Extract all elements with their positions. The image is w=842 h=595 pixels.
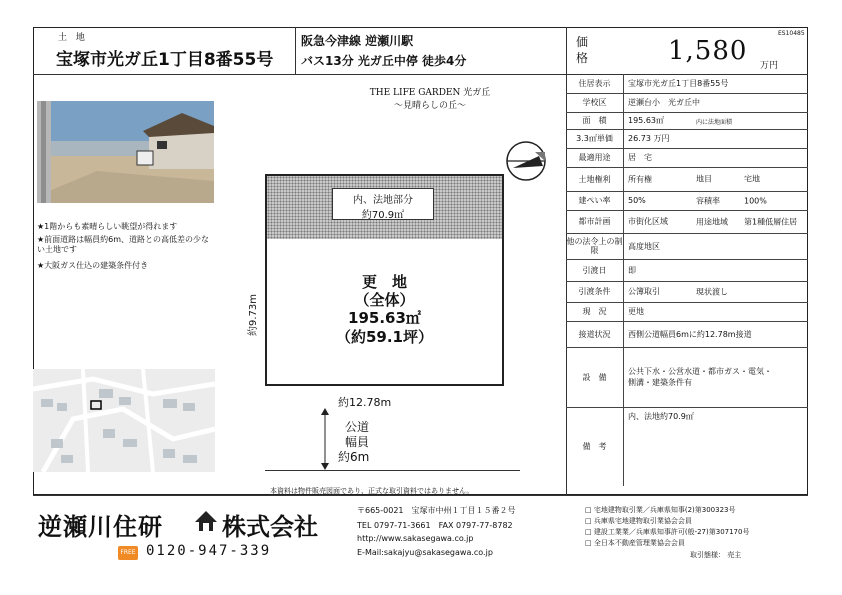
detail-row [566,233,808,260]
license-1-text: 宅地建物取引業／兵庫県知事(2)第300323号 [593,506,736,514]
detail-label: 住居表示 [566,74,624,93]
feature-note-3: ★大阪ガス仕込の建築条件付き [37,261,149,270]
license-3: □ 建設工業業／兵庫県知事許可(般-27)第307170号 [585,528,750,536]
detail-value: 公共下水・公営水道・都市ガス・電気・ 側溝・建築条件有 [628,367,772,387]
company-suffix: 株式会社 [222,513,318,541]
detail-label: 土地権利 [566,167,624,191]
land-tsubo: （約59.1坪） [335,328,433,346]
license-4: □ 全日本不動産管理業協会会員 [585,539,685,547]
detail-row [566,148,808,168]
detail-label: 引渡条件 [566,281,624,302]
detail-value-2: 100% [744,196,767,205]
detail-label: 最適用途 [566,148,624,167]
detail-label: 都市計画 [566,210,624,233]
access-line-1: 阪急今津線 逆瀬川駅 [301,34,414,48]
depth-label: 約9.73m [248,293,259,336]
detail-key-2: 容積率 [696,196,720,205]
detail-value: 居 宅 [628,153,652,162]
land-subtitle: （全体） [354,291,415,309]
access-line-2: バス13分 光ガ丘中停 徒歩4分 [301,54,467,68]
land-area: 195.63㎡ [348,309,421,327]
detail-row [566,93,808,113]
road-width-arrow [318,408,332,474]
company-name: 逆瀬川住研 [38,513,163,541]
company-address: 〒665-0021 宝塚市中州１丁目１５番２号 [357,506,516,515]
detail-value: 即 [628,265,636,275]
transaction-label: 取引態様： [690,551,725,559]
slope-area-value: 約70.9㎡ [361,210,405,221]
detail-value: 逆瀬台小 光ガ丘中 [628,98,700,107]
detail-row [566,281,808,303]
detail-key-2: 用途地域 [696,217,728,226]
license-3-text: 建設工業業／兵庫県知事許可(般-27)第307170号 [593,528,750,536]
road-label-1: 公道 [345,420,370,434]
detail-value-2: 宅地 [744,174,760,184]
width-label: 約12.78m [338,396,392,409]
slope-area-label: 内、法地部分 [353,195,413,206]
detail-row [566,407,808,486]
detail-value-2: 第1種低層住居 [744,217,798,226]
feature-note-2: ★前面道路は幅員約6m、道路との高低差の少ない土地です [37,235,210,254]
transaction-value: 売主 [727,551,742,559]
feature-note-1: ★1階からも素晴らしい眺望が得れます [37,222,178,231]
road-label-3: 約6m [338,450,370,464]
detail-row [566,167,808,192]
slope-area-label-box [332,188,434,220]
license-1: □ 宅地建物取引業／兵庫県知事(2)第300323号 [585,506,736,514]
company-email[interactable]: E-Mail:sakajyu@sakasegawa.co.jp [357,548,493,557]
detail-value: 所有権 [628,174,652,184]
property-photo [37,101,214,203]
road-label-2: 幅員 [345,435,370,449]
detail-value: 宝塚市光ガ丘1丁目8番55号 [628,79,729,88]
property-name: THE LIFE GARDEN 光ガ丘 [369,88,491,98]
footer-top-line [33,495,808,496]
detail-value: 50% [628,196,646,205]
disclaimer: 本資料は物件販売図面であり、正式な取引資料ではありません。 [270,487,474,495]
compass-icon [505,140,547,186]
location-map [33,369,215,472]
license-2-text: 兵庫県宅地建物取引業協会会員 [593,517,692,525]
price-unit: 万円 [760,61,779,71]
detail-value: 高度地区 [628,241,660,251]
detail-row [566,347,808,408]
house-icon [194,510,218,536]
freedial-icon: FREE [118,546,138,560]
detail-row [566,321,808,348]
company-tel-fax: TEL 0797-71-3661 FAX 0797-77-8782 [357,521,513,530]
detail-row [566,210,808,234]
detail-label: 面 積 [566,112,624,129]
detail-row [566,191,808,211]
freedial-number: 0120-947-339 [146,543,272,559]
detail-row [566,112,808,130]
price-label: 価 格 [576,35,589,65]
detail-label: 接道状況 [566,321,624,347]
price-value: 1,580 [668,36,748,66]
detail-label: 現 況 [566,302,624,321]
license-2: □ 兵庫県宅地建物取引業協会会員 [585,517,692,525]
detail-value: 内、法地約70.9㎡ [628,412,694,421]
detail-label: 引渡日 [566,259,624,281]
detail-value: 更地 [628,307,644,316]
detail-label: 他の法令上の制限 [566,233,624,259]
land-title: 更 地 [361,273,407,291]
license-4-text: 全日本不動産管理業協会会員 [593,539,685,547]
detail-value: 西側公道幅員6mに約12.78m接道 [628,329,752,339]
company-url[interactable]: http://www.sakasegawa.co.jp [357,534,474,543]
detail-label: 設 備 [566,347,624,407]
detail-row [566,259,808,282]
detail-label: 学校区 [566,93,624,112]
detail-value: 195.63㎡ [628,116,664,125]
detail-label: 備 考 [566,407,624,486]
detail-label: 3.3㎡単価 [566,129,624,148]
category-label: 土 地 [58,33,88,43]
detail-key-2: 地目 [696,174,712,184]
detail-row [566,302,808,322]
road-edge-line [265,470,520,471]
detail-row [566,74,808,94]
detail-value: 公簿取引 [628,287,660,296]
header-divider-1 [295,27,296,74]
detail-label: 建ぺい率 [566,191,624,210]
transaction-type [690,550,741,560]
property-subtitle: ～見晴らしの丘～ [393,101,466,111]
reference-code: ES10485 [778,30,805,37]
detail-value: 26.73 万円 [628,134,670,143]
detail-key-2: 現状渡し [696,287,728,296]
detail-value: 市街化区域 [628,217,668,226]
detail-note: 内に法地面積 [696,119,733,126]
detail-row [566,129,808,149]
address-title: 宝塚市光ガ丘1丁目8番55号 [56,50,274,70]
